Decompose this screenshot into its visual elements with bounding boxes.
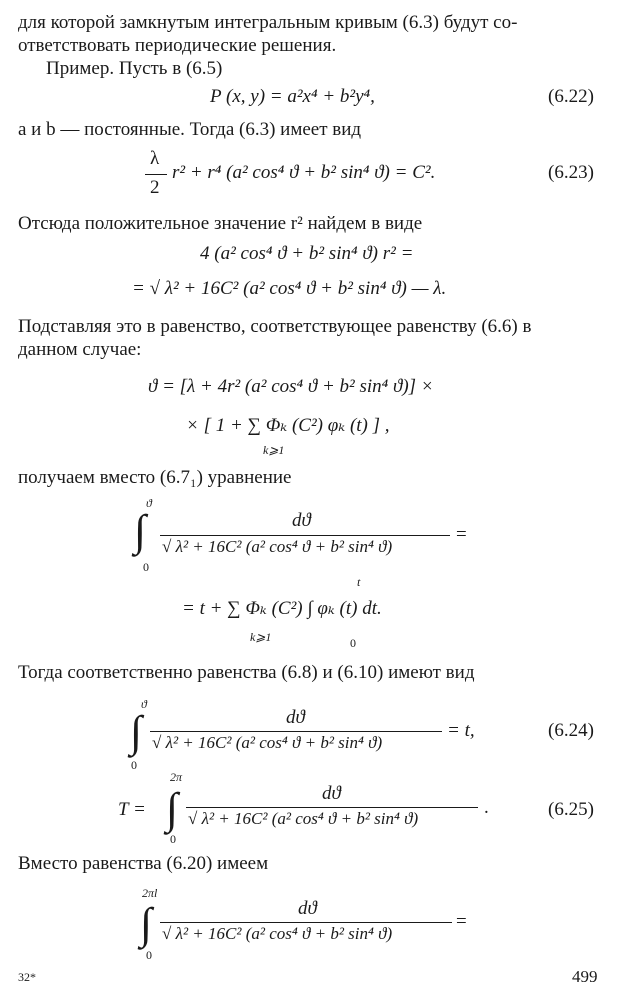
equals-t: = t,	[447, 720, 475, 741]
text-line-9: Тогда соответственно равенства (6.8) и (6.10) имеют вид	[18, 662, 475, 683]
period-dot: .	[484, 797, 489, 818]
text-line-5: Отсюда положительное значение r² найдем в виде	[18, 213, 423, 234]
integral-numerator-2: dϑ	[286, 707, 305, 728]
integral-denominator-3: √ λ² + 16C² (a² cos⁴ ϑ + b² sin⁴ ϑ)	[188, 809, 419, 828]
integral-numerator-4: dϑ	[298, 898, 317, 919]
sum-subscript: k⩾1	[263, 443, 285, 457]
text-line-2: ответствовать периодические решения.	[18, 35, 337, 56]
r2-expression-bottom: = √ λ² + 16C² (a² cos⁴ ϑ + b² sin⁴ ϑ) — λ.	[132, 278, 447, 299]
theta-dot-equation-2: × [ 1 + ∑ Φₖ (C²) φₖ (t) ] ,	[186, 415, 390, 436]
integral-denominator-1: √ λ² + 16C² (a² cos⁴ ϑ + b² sin⁴ ϑ)	[162, 537, 393, 556]
integral-denominator-4: √ λ² + 16C² (a² cos⁴ ϑ + b² sin⁴ ϑ)	[162, 924, 393, 943]
integral-upper-limit-3: 2π	[170, 770, 183, 784]
integral-upper-limit-t: t	[357, 575, 361, 589]
integral-sign-3: ∫	[166, 784, 179, 833]
integral-upper-limit-1: ϑ	[146, 496, 152, 510]
integral-numerator-3: dϑ	[322, 783, 341, 804]
T-lhs: T =	[118, 799, 146, 820]
integral-fraction-bar-3	[186, 807, 478, 808]
equation-number-6-23: (6.23)	[548, 162, 594, 183]
equals-sign-4: =	[456, 911, 467, 932]
equation-number-6-22: (6.22)	[548, 86, 594, 107]
integral-numerator-1: dϑ	[292, 510, 311, 531]
r2-expression-top: 4 (a² cos⁴ ϑ + b² sin⁴ ϑ) r² =	[200, 243, 414, 264]
integral-fraction-bar-4	[160, 922, 452, 923]
integral-sign-2: ∫	[130, 707, 143, 756]
sum-subscript-2: k⩾1	[250, 630, 272, 644]
integral-lower-limit-t: 0	[350, 636, 356, 650]
example-heading: Пример. Пусть в (6.5)	[46, 58, 223, 79]
lambda-numerator: λ	[150, 148, 160, 169]
integral-upper-limit-4: 2πl	[142, 886, 158, 900]
text-line-6: Подставляя это в равенство, соответствующее равенству (6.6) в	[18, 316, 532, 337]
integral-right-side: = t + ∑ Φₖ (C²) ∫ φₖ (t) dt.	[182, 598, 382, 619]
integral-fraction-bar-2	[150, 731, 442, 732]
page-number: 499	[572, 967, 598, 986]
signature-mark: 32*	[18, 970, 36, 984]
equation-6-23: r² + r⁴ (a² cos⁴ ϑ + b² sin⁴ ϑ) = C².	[172, 162, 436, 183]
integral-sign-1: ∫	[134, 506, 147, 555]
integral-lower-limit-1: 0	[143, 560, 149, 574]
text-line-1: для которой замкнутым интегральным кривым (6.3) будут со-	[18, 12, 518, 33]
integral-upper-limit-2: ϑ	[141, 697, 147, 711]
two-denominator: 2	[150, 177, 160, 198]
text-line-7: данном случае:	[18, 339, 142, 360]
equation-number-6-24: (6.24)	[548, 720, 594, 741]
equation-6-22: P (x, y) = a²x⁴ + b²y⁴,	[210, 86, 375, 107]
text-line-4: a и b — постоянные. Тогда (6.3) имеет вид	[18, 119, 362, 140]
text-line-8: получаем вместо (6.7₁) уравнение	[18, 467, 292, 488]
equation-number-6-25: (6.25)	[548, 799, 594, 820]
integral-fraction-bar-1	[160, 535, 450, 536]
fraction-bar	[145, 174, 167, 175]
integral-lower-limit-2: 0	[131, 758, 137, 772]
theta-dot-equation-1: ϑ = [λ + 4r² (a² cos⁴ ϑ + b² sin⁴ ϑ)] ×	[148, 376, 434, 397]
text-line-10: Вместо равенства (6.20) имеем	[18, 853, 269, 874]
integral-lower-limit-3: 0	[170, 832, 176, 846]
integral-sign-4: ∫	[140, 899, 153, 948]
integral-lower-limit-4: 0	[146, 948, 152, 962]
integral-denominator-2: √ λ² + 16C² (a² cos⁴ ϑ + b² sin⁴ ϑ)	[152, 733, 383, 752]
equals-sign-1: =	[456, 524, 467, 545]
